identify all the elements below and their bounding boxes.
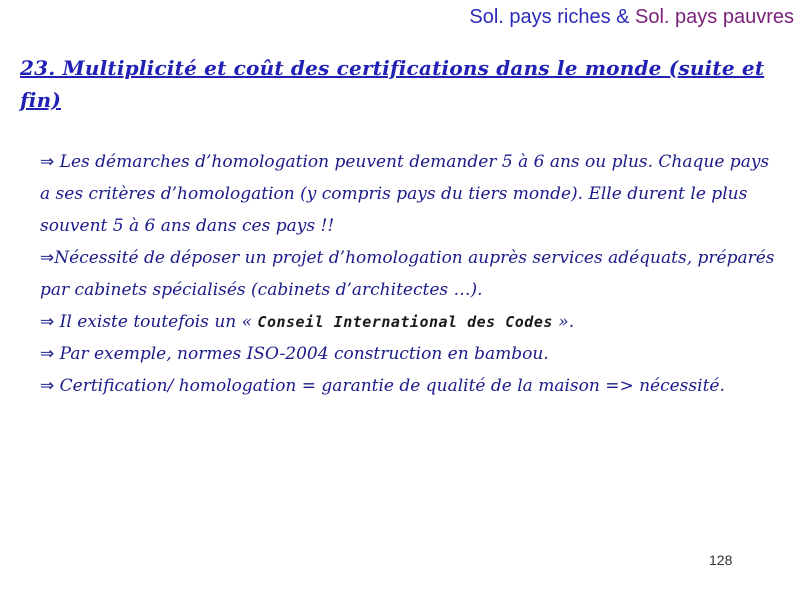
paragraph-3: [40, 306, 780, 338]
slide-title: 23. Multiplicité et coût des certifications dans le monde (suite et fin): [20, 56, 765, 112]
implies-arrow-icon: ⇒: [40, 248, 55, 268]
slide-body: [40, 146, 780, 402]
paragraph-4: [40, 338, 780, 370]
paragraph-1: [40, 146, 780, 242]
implies-arrow-icon: ⇒: [40, 312, 55, 332]
implies-arrow-icon: ⇒: [40, 376, 55, 396]
paragraph-5: [40, 370, 780, 402]
implies-arrow-icon: ⇒: [40, 152, 55, 172]
page-number: 128: [709, 552, 733, 568]
paragraph-3-text-before: Il existe toutefois un «: [54, 312, 258, 332]
slide-header: [469, 6, 794, 29]
council-name: Conseil International des Codes: [257, 313, 553, 331]
header-rich-countries: Sol. pays riches &: [469, 6, 636, 28]
paragraph-4-text: Par exemple, normes ISO-2004 construction en bambou.: [54, 344, 549, 364]
paragraph-1-text: Les démarches d’homologation peuvent demander 5 à 6 ans ou plus. Chaque pays a ses critères d’homologation (y compris pays du tiers monde). Elle durent le plus souvent 5 à 6 ans dans ces pays !!: [40, 152, 770, 236]
paragraph-2-text: Nécessité de déposer un projet d’homologation auprès services adéquats, préparés par cabinets spécialisés (cabinets d’architectes …).: [40, 248, 775, 300]
paragraph-5-text: Certification/ homologation = garantie de qualité de la maison => nécessité.: [54, 376, 725, 396]
header-poor-countries: Sol. pays pauvres: [635, 6, 794, 28]
paragraph-3-text-after: ».: [552, 312, 575, 332]
paragraph-2: [40, 242, 780, 306]
implies-arrow-icon: ⇒: [40, 344, 55, 364]
